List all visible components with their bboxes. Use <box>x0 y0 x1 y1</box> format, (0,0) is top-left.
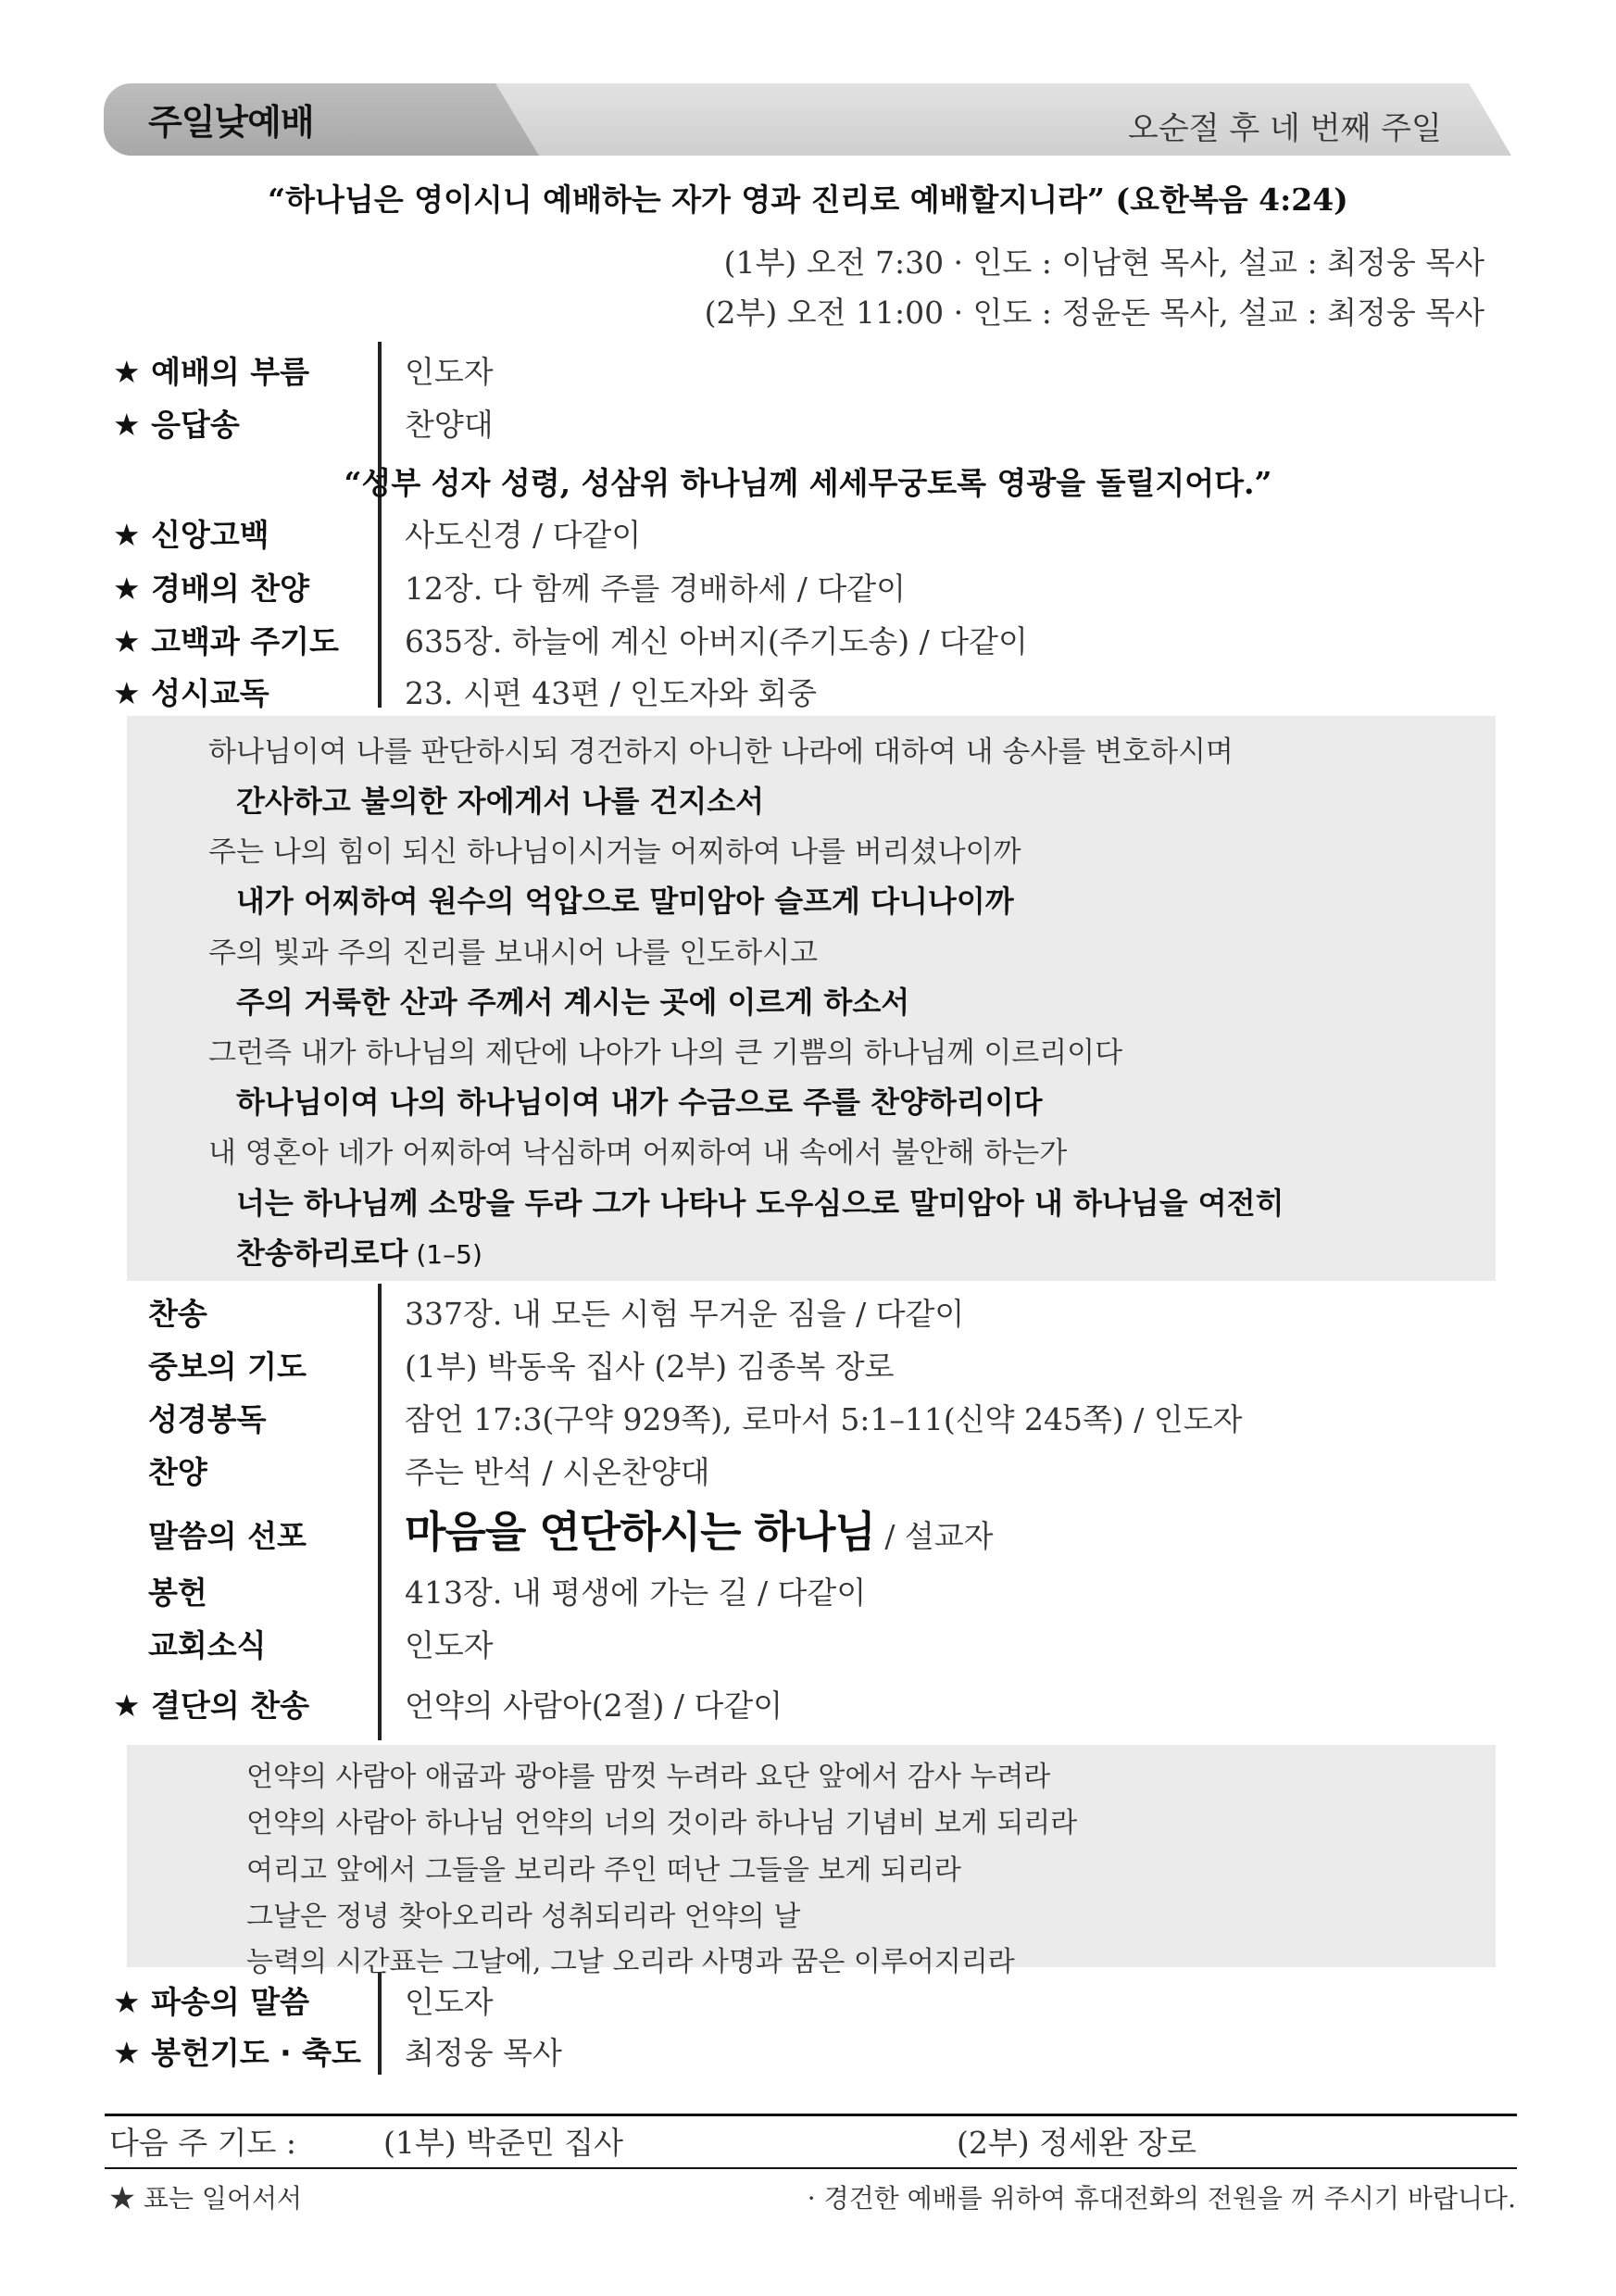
footer-rule <box>105 2114 1517 2116</box>
order-value: 사도신경 / 다같이 <box>405 517 642 553</box>
sermon-label: 말씀의 선포 <box>148 1518 307 1554</box>
order-label: ★ 응답송 <box>113 407 240 443</box>
order-label: ★ 신앙고백 <box>113 517 269 553</box>
footer-rule <box>105 2167 1517 2169</box>
doxology: “성부 성자 성령, 성삼위 하나님께 세세무궁토록 영광을 돌릴지어다.” <box>344 465 1272 501</box>
theme-verse: “하나님은 영이시니 예배하는 자가 영과 진리로 예배할지니라” (요한복음 4:24) <box>268 182 1348 218</box>
order-value: 인도자 <box>405 1984 494 2020</box>
order-label: ★ 파송의 말씀 <box>113 1984 309 2020</box>
order-label: ★ 경배의 찬양 <box>113 571 309 607</box>
sermon-line <box>405 1499 994 1560</box>
service-title: 주일낮예배 <box>148 102 314 143</box>
sermon-title: 마음을 연단하시는 하나님 <box>405 1507 875 1557</box>
order-value: 337장. 내 모든 시험 무거운 짐을 / 다같이 <box>405 1296 965 1332</box>
order-label: ★ 고백과 주기도 <box>113 623 339 659</box>
lyric-line: 언약의 사람아 하나님 언약의 너의 것이라 하나님 기념비 보게 되리라 <box>246 1807 1078 1839</box>
reading-line-leader: 하나님이여 나를 판단하시되 경건하지 아니한 나라에 대하여 내 송사를 변호하시며 <box>208 735 1234 769</box>
order-divider <box>378 1973 382 2075</box>
order-value: 주는 반석 / 시온찬양대 <box>405 1454 710 1490</box>
lyric-line: 언약의 사람아 애굽과 광야를 맘껏 누려라 요단 앞에서 감사 누려라 <box>246 1761 1051 1793</box>
order-label: 봉헌 <box>148 1575 207 1611</box>
order-value: 12장. 다 함께 주를 경배하세 / 다같이 <box>405 571 906 607</box>
order-value: (1부) 박동욱 집사 (2부) 김종복 장로 <box>405 1349 895 1385</box>
order-value: 23. 시편 43편 / 인도자와 회중 <box>405 675 817 711</box>
phone-note: · 경건한 예배를 위하여 휴대전화의 전원을 꺼 주시기 바랍니다. <box>807 2183 1516 2214</box>
liturgical-week: 오순절 후 네 번째 주일 <box>1128 110 1442 147</box>
sermon-preacher: / 설교자 <box>874 1518 994 1554</box>
lyric-line: 그날은 정녕 찾아오리라 성취되리라 언약의 날 <box>246 1901 801 1933</box>
order-label: ★ 예배의 부름 <box>113 354 309 390</box>
next-prayer-first: (1부) 박준민 집사 <box>383 2125 623 2161</box>
order-label: ★ 봉헌기도 · 축도 <box>113 2035 361 2071</box>
reading-line-congregation: 내가 어찌하여 원수의 억압으로 말미암아 슬프게 다니나이까 <box>236 884 1014 919</box>
order-label: 교회소식 <box>148 1627 267 1663</box>
stand-note: ★ 표는 일어서서 <box>109 2183 303 2214</box>
order-value: 인도자 <box>405 1627 494 1663</box>
reading-line-congregation <box>236 1230 482 1273</box>
order-label: 성경봉독 <box>148 1401 267 1437</box>
service-time-1: (1부) 오전 7:30 · 인도 : 이남현 목사, 설교 : 최정웅 목사 <box>723 245 1484 281</box>
reading-line-leader: 주의 빛과 주의 진리를 보내시어 나를 인도하시고 <box>208 936 819 970</box>
lyric-line: 능력의 시간표는 그날에, 그날 오리라 사명과 꿈은 이루어지리라 <box>246 1946 1015 1978</box>
order-divider <box>378 342 382 708</box>
reading-line-congregation: 간사하고 불의한 자에게서 나를 건지소서 <box>236 784 765 819</box>
reading-line-congregation: 주의 거룩한 산과 주께서 계시는 곳에 이르게 하소서 <box>236 985 910 1020</box>
service-time-2: (2부) 오전 11:00 · 인도 : 정윤돈 목사, 설교 : 최정웅 목사 <box>704 295 1484 331</box>
lyric-line: 여리고 앞에서 그들을 보리라 주인 떠난 그들을 보게 되리라 <box>246 1854 961 1887</box>
order-divider <box>378 1284 382 1740</box>
order-label: ★ 결단의 찬송 <box>113 1687 309 1724</box>
order-value: 잠언 17:3(구약 929쪽), 로마서 5:1–11(신약 245쪽) / 인도자 <box>405 1401 1243 1437</box>
order-value: 635장. 하늘에 계신 아버지(주기도송) / 다같이 <box>405 623 1028 659</box>
reading-line-congregation: 하나님이여 나의 하나님이여 내가 수금으로 주를 찬양하리이다 <box>236 1085 1043 1120</box>
order-value: 언약의 사람아(2절) / 다같이 <box>405 1687 783 1724</box>
order-value: 인도자 <box>405 354 494 390</box>
order-label: 중보의 기도 <box>148 1349 307 1385</box>
reading-line-leader: 내 영혼아 네가 어찌하여 낙심하며 어찌하여 내 속에서 불안해 하는가 <box>208 1136 1068 1170</box>
reading-reference: (1–5) <box>407 1239 482 1270</box>
next-prayer-label: 다음 주 기도 : <box>109 2125 296 2161</box>
order-value: 최정웅 목사 <box>405 2035 562 2071</box>
order-label: ★ 성시교독 <box>113 675 269 711</box>
reading-line-leader: 주는 나의 힘이 되신 하나님이시거늘 어찌하여 나를 버리셨나이까 <box>208 835 1021 869</box>
reading-line-leader: 그런즉 내가 하나님의 제단에 나아가 나의 큰 기쁨의 하나님께 이르리이다 <box>208 1036 1123 1070</box>
reading-last-line: 찬송하리로다 <box>236 1236 408 1271</box>
order-label: 찬송 <box>148 1296 207 1332</box>
order-value: 찬양대 <box>405 407 494 443</box>
order-label: 찬양 <box>148 1454 207 1490</box>
order-value: 413장. 내 평생에 가는 길 / 다같이 <box>405 1575 867 1611</box>
next-prayer-second: (2부) 정세완 장로 <box>957 2125 1196 2161</box>
reading-line-congregation: 너는 하나님께 소망을 두라 그가 나타나 도우심으로 말미암아 내 하나님을 여전히 <box>236 1186 1284 1221</box>
